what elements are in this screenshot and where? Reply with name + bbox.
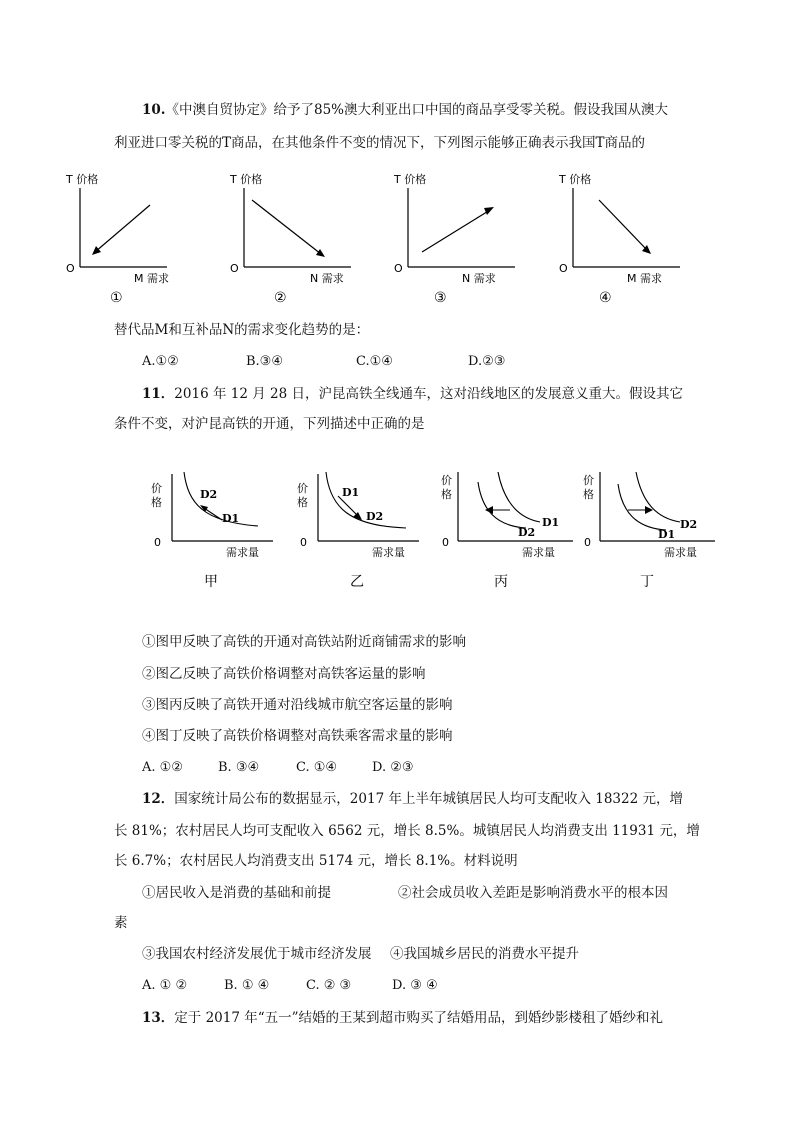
q10-figure-2-caption: ②: [274, 290, 287, 306]
q12-line-3: 长 6.7%；农村居民人均消费支出 5174 元，增长 8.1%。材料说明: [114, 853, 518, 869]
q12-line-1: [142, 789, 683, 809]
q10-figure-4-svg: [555, 170, 685, 310]
q13-number: 13．: [142, 1010, 175, 1026]
q12-option-b[interactable]: B. ① ④: [224, 978, 270, 993]
q11-option-b[interactable]: B. ③④: [218, 760, 260, 775]
q12-text-1: 国家统计局公布的数据显示，2017 年上半年城镇居民人均可支配收入 18322 元，增: [174, 791, 683, 807]
q10-option-b[interactable]: B.③④: [246, 354, 283, 369]
q11-figure-jia-arrow: [204, 508, 222, 520]
q10-figure-3-arrowhead: [484, 207, 494, 215]
q11-figure-bing-curve-2: [498, 472, 540, 522]
q11-figure-bing-origin: 0: [442, 536, 449, 549]
q11-figure-yi-svg: [294, 468, 424, 593]
q11-option-c[interactable]: C. ①④: [296, 760, 338, 775]
q10-figure-3-svg: [390, 170, 520, 310]
q12-statement-1: ①居民收入是消费的基础和前提: [142, 885, 331, 901]
q12-statement-4: ④我国城乡居民的消费水平提升: [390, 946, 579, 962]
q10-figure-1-xlabel: M 需求: [134, 272, 169, 285]
q10-figure-2: [226, 170, 356, 310]
q11-option-a[interactable]: A. ①②: [142, 760, 183, 775]
q11-figure-jia-ylabel-2: 格: [151, 496, 162, 509]
q11-figure-bing-ylabel-1: 价: [441, 474, 452, 487]
q10-figure-3-xlabel: N 需求: [462, 272, 496, 285]
q10-figure-2-xlabel: N 需求: [310, 272, 344, 285]
q10-figure-1: [62, 170, 172, 310]
q11-figure-bing-label-d1: D1: [542, 516, 560, 529]
q11-figure-yi-caption: 乙: [350, 574, 364, 590]
q10-figure-3-ylabel: T 价格: [394, 173, 427, 186]
q10-figure-4-xlabel: M 需求: [627, 272, 662, 285]
q11-figure-yi-ylabel-1: 价: [297, 482, 308, 495]
q11-figure-ding-label-d2: D2: [680, 518, 698, 531]
q10-figure-2-ylabel: T 价格: [230, 173, 263, 186]
q11-figure-ding-ylabel-1: 价: [583, 474, 594, 487]
q10-figure-2-trend-line: [252, 200, 321, 254]
q11-number: 11．: [142, 386, 175, 402]
q11-figure-yi-arrow: [338, 496, 358, 516]
q11-figure-bing-ylabel-2: 格: [441, 488, 452, 501]
q10-text-1: 《中澳自贸协定》给予了85%澳大利亚出口中国的商品享受零关税。假设我国从澳大: [165, 102, 669, 118]
q11-figure-ding-ylabel-2: 格: [583, 488, 594, 501]
q10-line-2: 利亚进口零关税的T商品，在其他条件不变的情况下，下列图示能够正确表示我国T商品的: [114, 135, 646, 151]
q11-line-1: [142, 384, 683, 404]
q11-figure-bing-label-d2: D2: [518, 526, 536, 539]
q12-option-c[interactable]: C. ② ③: [306, 978, 352, 993]
q11-figure-yi-label-d2: D2: [366, 510, 384, 523]
q11-figure-ding-xlabel: 需求量: [664, 546, 697, 559]
q11-figure-jia-origin: 0: [154, 536, 161, 549]
q11-figure-yi-label-d1: D1: [342, 486, 360, 499]
q12-statement-2b: 素: [114, 915, 128, 931]
q12-number: 12．: [142, 791, 175, 807]
q11-figure-ding-svg: [580, 468, 720, 593]
q10-figure-1-trend-line: [95, 205, 150, 252]
q13-text-1: 定于 2017 年“五一”结婚的王某到超市购买了结婚用品，到婚纱影楼租了婚纱和礼: [174, 1010, 664, 1026]
q10-figure-1-origin: O: [66, 262, 75, 275]
q10-option-c[interactable]: C.①④: [356, 354, 393, 369]
q11-figure-yi: [294, 468, 424, 593]
q10-figure-1-ylabel: T 价格: [66, 173, 99, 186]
q12-option-a[interactable]: A. ① ②: [142, 978, 188, 993]
q11-figure-yi-origin: 0: [300, 536, 307, 549]
q12-statement-2a: ②社会成员收入差距是影响消费水平的根本因: [398, 885, 668, 901]
q11-line-2: 条件不变，对沪昆高铁的开通，下列描述中正确的是: [114, 416, 425, 432]
q10-figure-3-caption: ③: [434, 290, 447, 306]
q10-figure-4: [555, 170, 685, 310]
q11-statement-2: ②图乙反映了高铁价格调整对高铁客运量的影响: [142, 666, 426, 682]
q11-figure-ding-caption: 丁: [640, 574, 654, 590]
q11-figure-ding-origin: 0: [584, 536, 591, 549]
q10-figure-4-ylabel: T 价格: [559, 173, 592, 186]
q10-figure-4-trend-line: [599, 200, 647, 250]
q10-figure-4-caption: ④: [599, 290, 612, 306]
q11-figure-jia-curve: [184, 472, 258, 526]
q10-option-a[interactable]: A.①②: [142, 354, 179, 369]
q11-figure-jia-ylabel-1: 价: [151, 482, 162, 495]
q10-figure-1-svg: [62, 170, 172, 310]
q11-figure-bing-curve-1: [478, 482, 526, 528]
q10-figure-4-origin: O: [559, 262, 568, 275]
q11-figure-ding-curve-2: [636, 472, 680, 522]
q13-line-1: [142, 1008, 663, 1028]
q10-figure-2-origin: O: [230, 262, 239, 275]
q11-figure-yi-ylabel-2: 格: [297, 496, 308, 509]
q12-line-2: 长 81%；农村居民人均可支配收入 6562 元，增长 8.5%。城镇居民人均消费支出 11931 元，增: [114, 823, 700, 839]
q11-figure-jia-label-d2: D2: [200, 488, 218, 501]
q11-statement-1: ①图甲反映了高铁的开通对高铁站附近商铺需求的影响: [142, 634, 466, 650]
q11-figure-jia: [148, 468, 278, 593]
q12-statement-3: ③我国农村经济发展优于城市经济发展: [142, 946, 372, 962]
q11-figure-jia-label-d1: D1: [222, 512, 240, 525]
q11-figure-jia-xlabel: 需求量: [226, 546, 259, 559]
q12-option-d[interactable]: D. ③ ④: [392, 978, 438, 993]
q10-figure-3-origin: O: [394, 262, 403, 275]
q10-figure-2-arrowhead: [316, 249, 325, 257]
q11-figure-bing-xlabel: 需求量: [522, 546, 555, 559]
q11-text-1: 2016 年 12 月 28 日，沪昆高铁全线通车，这对沿线地区的发展意义重大。假设其它: [174, 386, 683, 402]
q11-figure-jia-svg: [148, 468, 278, 593]
q11-statement-4: ④图丁反映了高铁价格调整对高铁乘客需求量的影响: [142, 728, 453, 744]
q11-option-d[interactable]: D. ②③: [372, 760, 414, 775]
q11-figure-jia-caption: 甲: [204, 574, 218, 590]
q10-line-1: [142, 100, 668, 120]
q11-figure-bing-svg: [438, 468, 578, 593]
q10-figure-3-trend-line: [422, 210, 490, 252]
q11-figure-ding: [580, 468, 720, 593]
q11-figure-ding-label-d1: D1: [658, 528, 676, 541]
q10-number: 10.: [142, 102, 166, 118]
q10-figure-3: [390, 170, 520, 310]
q10-figure-2-svg: [226, 170, 356, 310]
q11-statement-3: ③图丙反映了高铁开通对沿线城市航空客运量的影响: [142, 697, 453, 713]
q11-figure-yi-xlabel: 需求量: [372, 546, 405, 559]
q11-figure-bing-caption: 丙: [494, 574, 508, 590]
q10-option-d[interactable]: D.②③: [468, 354, 506, 369]
q10-line-3: 替代品M和互补品N的需求变化趋势的是：: [114, 322, 370, 338]
q11-figure-bing: [438, 468, 578, 593]
q10-figure-1-caption: ①: [110, 290, 123, 306]
